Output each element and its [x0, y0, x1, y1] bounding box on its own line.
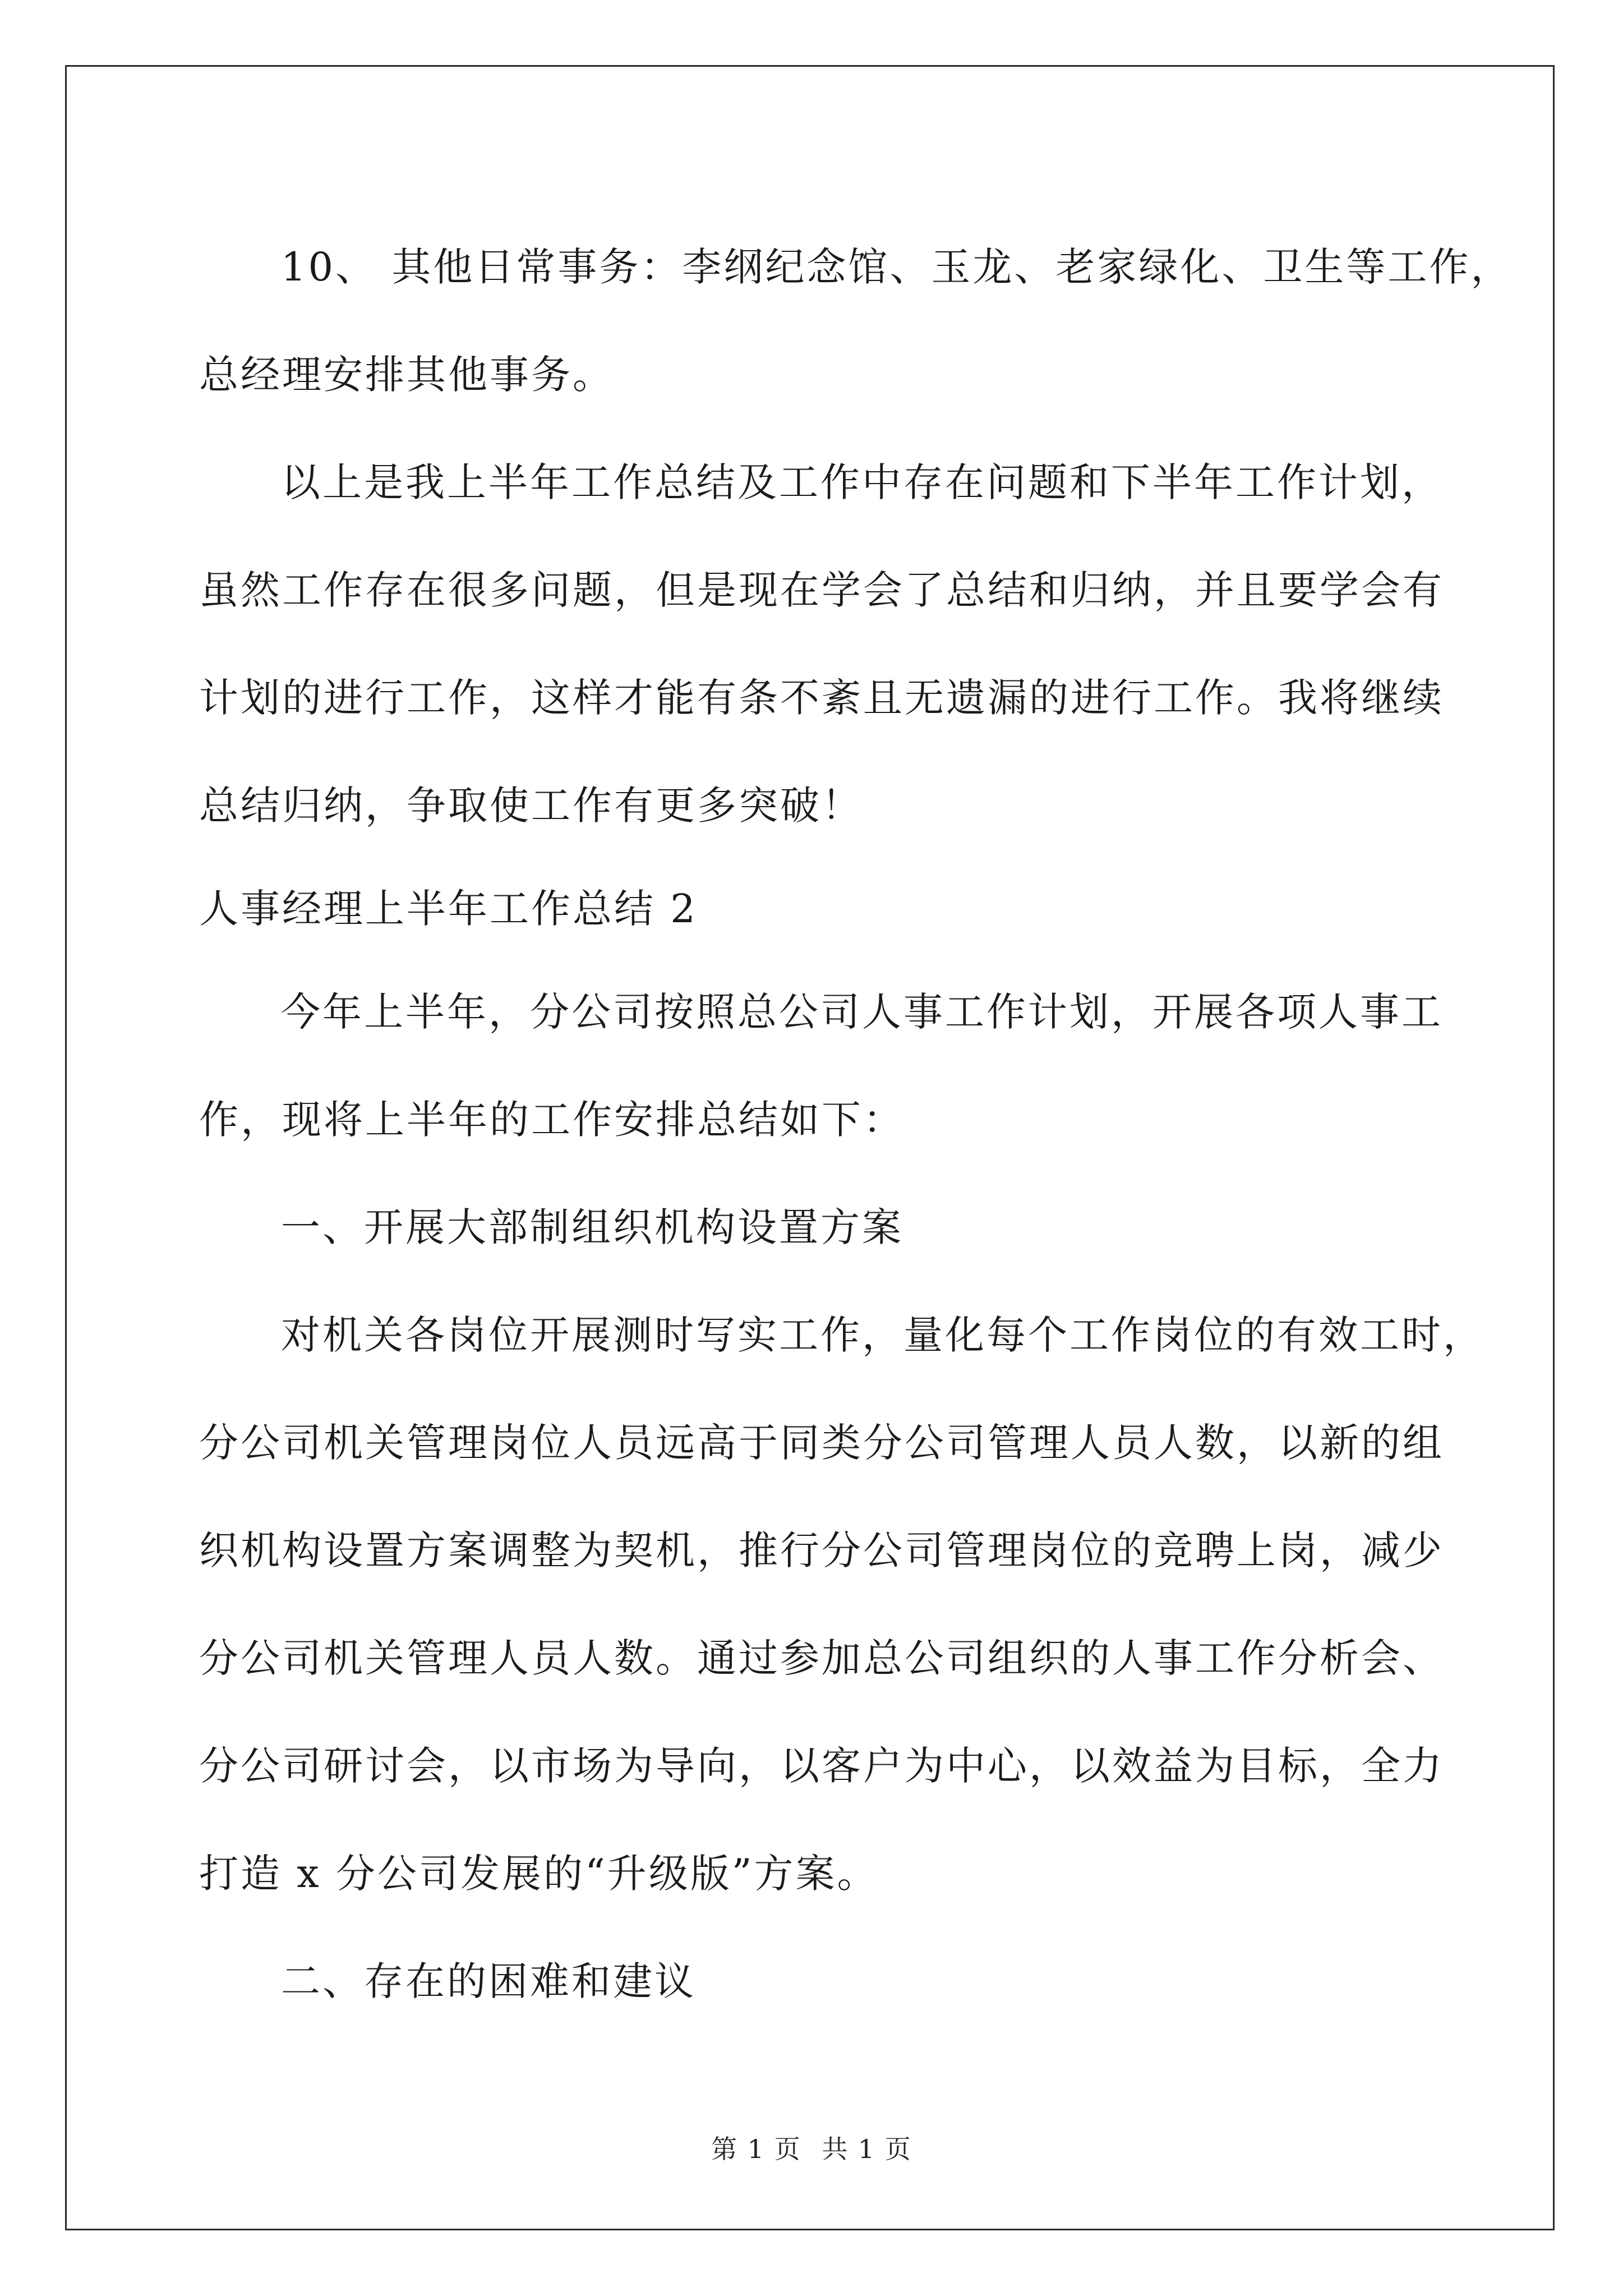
paragraph-line: 作，现将上半年的工作安排总结如下： [199, 1097, 905, 1143]
paragraph-line: 总结归纳，争取使工作有更多突破！ [199, 783, 863, 829]
paragraph-line: 对机关各岗位开展测时写实工作，量化每个工作岗位的有效工时， [281, 1312, 1484, 1358]
subheading: 二、存在的困难和建议 [281, 1958, 696, 2004]
paragraph-line: 10、 其他日常事务：李纲纪念馆、玉龙、老家绿化、卫生等工作， [281, 244, 1513, 290]
paragraph-line: 分公司研讨会，以市场为导向，以客户为中心，以效益为目标，全力 [199, 1743, 1444, 1789]
paragraph-line: 总经理安排其他事务。 [199, 352, 614, 398]
page-footer [0, 2129, 1623, 2166]
subheading: 一、开展大部制组织机构设置方案 [281, 1204, 903, 1250]
document-body [199, 213, 1513, 2035]
page-number: 第 1 页 [711, 2134, 801, 2164]
page-total: 共 1 页 [822, 2134, 912, 2164]
paragraph-line: 虽然工作存在很多问题，但是现在学会了总结和归纳，并且要学会有 [199, 567, 1444, 613]
paragraph-line: 分公司机关管理人员人数。通过参加总公司组织的人事工作分析会、 [199, 1635, 1444, 1681]
paragraph-line: 计划的进行工作，这样才能有条不紊且无遗漏的进行工作。我将继续 [199, 675, 1444, 721]
paragraph-line: 织机构设置方案调整为契机，推行分公司管理岗位的竞聘上岗，减少 [199, 1527, 1444, 1573]
paragraph-line: 今年上半年，分公司按照总公司人事工作计划，开展各项人事工 [281, 989, 1443, 1035]
paragraph-line: 分公司机关管理岗位人员远高于同类分公司管理人员人数，以新的组 [199, 1420, 1444, 1466]
paragraph-line: 打造 x 分公司发展的“升级版”方案。 [199, 1851, 879, 1897]
paragraph-line: 以上是我上半年工作总结及工作中存在问题和下半年工作计划， [281, 459, 1443, 505]
section-title: 人事经理上半年工作总结 2 [199, 886, 698, 932]
